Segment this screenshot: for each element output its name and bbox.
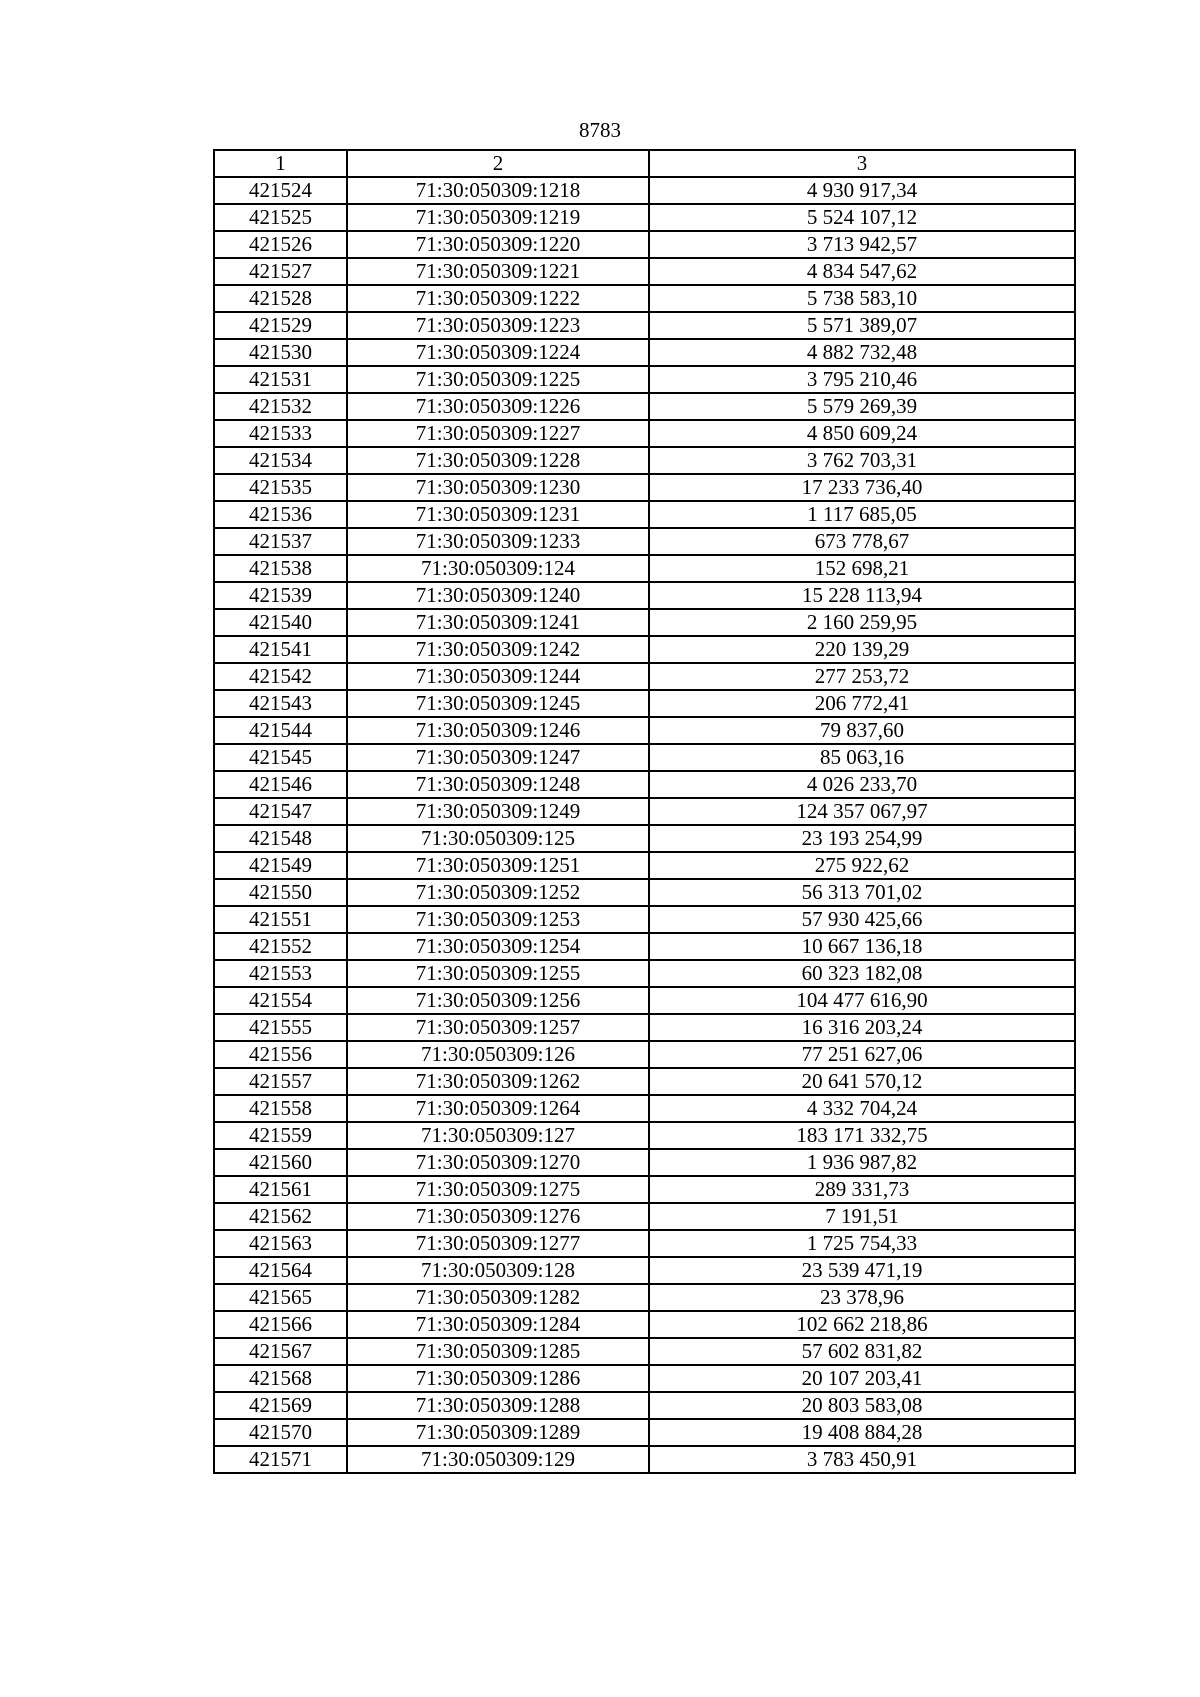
row-number-cell: 421541 [214, 636, 347, 663]
value-cell: 57 602 831,82 [649, 1338, 1075, 1365]
row-number-cell: 421547 [214, 798, 347, 825]
data-table [213, 149, 1076, 1474]
value-cell: 5 524 107,12 [649, 204, 1075, 231]
row-number-cell: 421526 [214, 231, 347, 258]
table-row [214, 312, 1075, 339]
cadastral-number-cell: 71:30:050309:1270 [347, 1149, 649, 1176]
row-number-cell: 421548 [214, 825, 347, 852]
value-cell: 23 378,96 [649, 1284, 1075, 1311]
table-row [214, 744, 1075, 771]
table-row [214, 393, 1075, 420]
cadastral-number-cell: 71:30:050309:1227 [347, 420, 649, 447]
table-row [214, 582, 1075, 609]
table-row [214, 1365, 1075, 1392]
table-row [214, 1257, 1075, 1284]
cadastral-number-cell: 71:30:050309:1247 [347, 744, 649, 771]
value-cell: 673 778,67 [649, 528, 1075, 555]
cadastral-number-cell: 71:30:050309:1225 [347, 366, 649, 393]
cadastral-number-cell: 71:30:050309:1231 [347, 501, 649, 528]
row-number-cell: 421533 [214, 420, 347, 447]
value-cell: 4 850 609,24 [649, 420, 1075, 447]
row-number-cell: 421560 [214, 1149, 347, 1176]
value-cell: 23 193 254,99 [649, 825, 1075, 852]
row-number-cell: 421551 [214, 906, 347, 933]
table-row [214, 906, 1075, 933]
value-cell: 4 882 732,48 [649, 339, 1075, 366]
cadastral-number-cell: 71:30:050309:1218 [347, 177, 649, 204]
cadastral-number-cell: 71:30:050309:1253 [347, 906, 649, 933]
cadastral-number-cell: 71:30:050309:128 [347, 1257, 649, 1284]
value-cell: 20 641 570,12 [649, 1068, 1075, 1095]
cadastral-number-cell: 71:30:050309:1220 [347, 231, 649, 258]
value-cell: 16 316 203,24 [649, 1014, 1075, 1041]
value-cell: 2 160 259,95 [649, 609, 1075, 636]
page-number: 8783 [579, 118, 621, 142]
row-number-cell: 421545 [214, 744, 347, 771]
table-row [214, 1338, 1075, 1365]
row-number-cell: 421527 [214, 258, 347, 285]
table-row [214, 231, 1075, 258]
table-row [214, 609, 1075, 636]
table-row [214, 501, 1075, 528]
table-row [214, 933, 1075, 960]
column-header: 1 [214, 150, 347, 177]
cadastral-number-cell: 71:30:050309:1276 [347, 1203, 649, 1230]
cadastral-number-cell: 71:30:050309:1228 [347, 447, 649, 474]
value-cell: 3 795 210,46 [649, 366, 1075, 393]
value-cell: 289 331,73 [649, 1176, 1075, 1203]
value-cell: 20 803 583,08 [649, 1392, 1075, 1419]
cadastral-number-cell: 71:30:050309:1226 [347, 393, 649, 420]
table-row [214, 1176, 1075, 1203]
value-cell: 1 725 754,33 [649, 1230, 1075, 1257]
value-cell: 23 539 471,19 [649, 1257, 1075, 1284]
value-cell: 152 698,21 [649, 555, 1075, 582]
cadastral-number-cell: 71:30:050309:1222 [347, 285, 649, 312]
value-cell: 275 922,62 [649, 852, 1075, 879]
table-row [214, 339, 1075, 366]
row-number-cell: 421546 [214, 771, 347, 798]
column-header: 3 [649, 150, 1075, 177]
table-body [214, 150, 1075, 1473]
row-number-cell: 421544 [214, 717, 347, 744]
cadastral-number-cell: 71:30:050309:1251 [347, 852, 649, 879]
cadastral-number-cell: 71:30:050309:1288 [347, 1392, 649, 1419]
row-number-cell: 421557 [214, 1068, 347, 1095]
table-row [214, 636, 1075, 663]
table-row [214, 285, 1075, 312]
row-number-cell: 421532 [214, 393, 347, 420]
row-number-cell: 421555 [214, 1014, 347, 1041]
cadastral-number-cell: 71:30:050309:1285 [347, 1338, 649, 1365]
cadastral-number-cell: 71:30:050309:1223 [347, 312, 649, 339]
row-number-cell: 421531 [214, 366, 347, 393]
cadastral-number-cell: 71:30:050309:127 [347, 1122, 649, 1149]
row-number-cell: 421539 [214, 582, 347, 609]
table-row [214, 1284, 1075, 1311]
value-cell: 277 253,72 [649, 663, 1075, 690]
value-cell: 4 332 704,24 [649, 1095, 1075, 1122]
table-row [214, 528, 1075, 555]
row-number-cell: 421536 [214, 501, 347, 528]
table-row [214, 717, 1075, 744]
table-row [214, 1122, 1075, 1149]
row-number-cell: 421530 [214, 339, 347, 366]
row-number-cell: 421571 [214, 1446, 347, 1473]
table-row [214, 555, 1075, 582]
cadastral-number-cell: 71:30:050309:1252 [347, 879, 649, 906]
table-row [214, 798, 1075, 825]
cadastral-number-cell: 71:30:050309:1255 [347, 960, 649, 987]
table-row [214, 1230, 1075, 1257]
value-cell: 57 930 425,66 [649, 906, 1075, 933]
value-cell: 5 571 389,07 [649, 312, 1075, 339]
value-cell: 56 313 701,02 [649, 879, 1075, 906]
value-cell: 1 936 987,82 [649, 1149, 1075, 1176]
row-number-cell: 421528 [214, 285, 347, 312]
cadastral-number-cell: 71:30:050309:1249 [347, 798, 649, 825]
cadastral-number-cell: 71:30:050309:1246 [347, 717, 649, 744]
row-number-cell: 421562 [214, 1203, 347, 1230]
value-cell: 77 251 627,06 [649, 1041, 1075, 1068]
table-row [214, 1392, 1075, 1419]
cadastral-number-cell: 71:30:050309:1244 [347, 663, 649, 690]
row-number-cell: 421553 [214, 960, 347, 987]
row-number-cell: 421556 [214, 1041, 347, 1068]
cadastral-number-cell: 71:30:050309:126 [347, 1041, 649, 1068]
value-cell: 5 579 269,39 [649, 393, 1075, 420]
value-cell: 79 837,60 [649, 717, 1075, 744]
table-row [214, 987, 1075, 1014]
row-number-cell: 421550 [214, 879, 347, 906]
table-row [214, 1068, 1075, 1095]
cadastral-number-cell: 71:30:050309:1240 [347, 582, 649, 609]
table-row [214, 1446, 1075, 1473]
table-row [214, 879, 1075, 906]
row-number-cell: 421529 [214, 312, 347, 339]
cadastral-number-cell: 71:30:050309:1230 [347, 474, 649, 501]
row-number-cell: 421554 [214, 987, 347, 1014]
value-cell: 7 191,51 [649, 1203, 1075, 1230]
value-cell: 220 139,29 [649, 636, 1075, 663]
table-row [214, 690, 1075, 717]
cadastral-number-cell: 71:30:050309:1277 [347, 1230, 649, 1257]
table-row [214, 1419, 1075, 1446]
table-row [214, 258, 1075, 285]
row-number-cell: 421537 [214, 528, 347, 555]
table-row [214, 1014, 1075, 1041]
cadastral-number-cell: 71:30:050309:1275 [347, 1176, 649, 1203]
cadastral-number-cell: 71:30:050309:1219 [347, 204, 649, 231]
cadastral-number-cell: 71:30:050309:1257 [347, 1014, 649, 1041]
value-cell: 124 357 067,97 [649, 798, 1075, 825]
table-row [214, 447, 1075, 474]
table-row [214, 1311, 1075, 1338]
table-row [214, 960, 1075, 987]
cadastral-number-cell: 71:30:050309:1289 [347, 1419, 649, 1446]
value-cell: 4 026 233,70 [649, 771, 1075, 798]
value-cell: 1 117 685,05 [649, 501, 1075, 528]
value-cell: 60 323 182,08 [649, 960, 1075, 987]
value-cell: 10 667 136,18 [649, 933, 1075, 960]
cadastral-number-cell: 71:30:050309:1233 [347, 528, 649, 555]
row-number-cell: 421540 [214, 609, 347, 636]
table-row [214, 204, 1075, 231]
table-row [214, 420, 1075, 447]
value-cell: 3 783 450,91 [649, 1446, 1075, 1473]
table-row [214, 852, 1075, 879]
row-number-cell: 421570 [214, 1419, 347, 1446]
table-header-row [214, 150, 1075, 177]
value-cell: 102 662 218,86 [649, 1311, 1075, 1338]
value-cell: 85 063,16 [649, 744, 1075, 771]
table-row [214, 663, 1075, 690]
table-row [214, 177, 1075, 204]
row-number-cell: 421542 [214, 663, 347, 690]
value-cell: 183 171 332,75 [649, 1122, 1075, 1149]
value-cell: 3 762 703,31 [649, 447, 1075, 474]
table-row [214, 474, 1075, 501]
cadastral-number-cell: 71:30:050309:125 [347, 825, 649, 852]
row-number-cell: 421535 [214, 474, 347, 501]
row-number-cell: 421564 [214, 1257, 347, 1284]
value-cell: 4 834 547,62 [649, 258, 1075, 285]
value-cell: 5 738 583,10 [649, 285, 1075, 312]
value-cell: 104 477 616,90 [649, 987, 1075, 1014]
cadastral-number-cell: 71:30:050309:1282 [347, 1284, 649, 1311]
row-number-cell: 421563 [214, 1230, 347, 1257]
value-cell: 19 408 884,28 [649, 1419, 1075, 1446]
row-number-cell: 421538 [214, 555, 347, 582]
cadastral-number-cell: 71:30:050309:1248 [347, 771, 649, 798]
row-number-cell: 421543 [214, 690, 347, 717]
row-number-cell: 421534 [214, 447, 347, 474]
cadastral-number-cell: 71:30:050309:1241 [347, 609, 649, 636]
table-row [214, 1149, 1075, 1176]
row-number-cell: 421566 [214, 1311, 347, 1338]
table-row [214, 825, 1075, 852]
cadastral-number-cell: 71:30:050309:1254 [347, 933, 649, 960]
row-number-cell: 421552 [214, 933, 347, 960]
cadastral-number-cell: 71:30:050309:1286 [347, 1365, 649, 1392]
row-number-cell: 421565 [214, 1284, 347, 1311]
value-cell: 20 107 203,41 [649, 1365, 1075, 1392]
cadastral-number-cell: 71:30:050309:1221 [347, 258, 649, 285]
table-row [214, 1203, 1075, 1230]
table-row [214, 366, 1075, 393]
row-number-cell: 421561 [214, 1176, 347, 1203]
table-row [214, 771, 1075, 798]
cadastral-number-cell: 71:30:050309:1284 [347, 1311, 649, 1338]
row-number-cell: 421524 [214, 177, 347, 204]
row-number-cell: 421525 [214, 204, 347, 231]
row-number-cell: 421558 [214, 1095, 347, 1122]
cadastral-number-cell: 71:30:050309:1245 [347, 690, 649, 717]
cadastral-number-cell: 71:30:050309:1224 [347, 339, 649, 366]
cadastral-number-cell: 71:30:050309:1242 [347, 636, 649, 663]
value-cell: 15 228 113,94 [649, 582, 1075, 609]
value-cell: 4 930 917,34 [649, 177, 1075, 204]
value-cell: 3 713 942,57 [649, 231, 1075, 258]
row-number-cell: 421559 [214, 1122, 347, 1149]
column-header: 2 [347, 150, 649, 177]
cadastral-number-cell: 71:30:050309:1256 [347, 987, 649, 1014]
row-number-cell: 421549 [214, 852, 347, 879]
row-number-cell: 421569 [214, 1392, 347, 1419]
cadastral-number-cell: 71:30:050309:1264 [347, 1095, 649, 1122]
row-number-cell: 421567 [214, 1338, 347, 1365]
row-number-cell: 421568 [214, 1365, 347, 1392]
cadastral-number-cell: 71:30:050309:129 [347, 1446, 649, 1473]
cadastral-number-cell: 71:30:050309:1262 [347, 1068, 649, 1095]
cadastral-number-cell: 71:30:050309:124 [347, 555, 649, 582]
table-row [214, 1095, 1075, 1122]
value-cell: 17 233 736,40 [649, 474, 1075, 501]
value-cell: 206 772,41 [649, 690, 1075, 717]
table-row [214, 1041, 1075, 1068]
